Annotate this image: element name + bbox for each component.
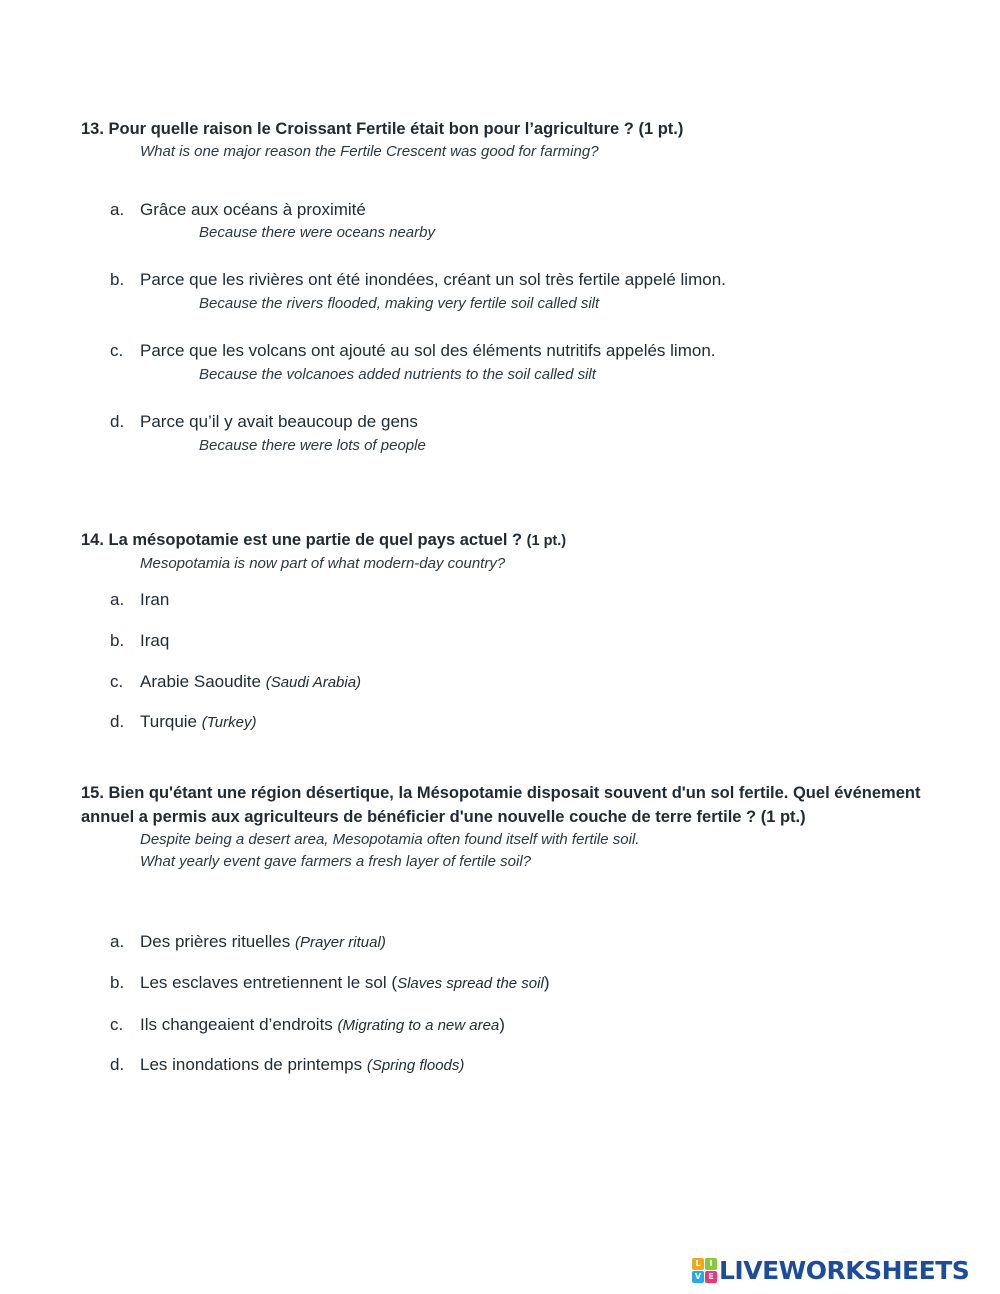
q13-option-b-translation: Because the rivers flooded, making very fertile soil called silt	[199, 295, 600, 312]
q13-option-d[interactable]	[110, 411, 418, 433]
option-text: Parce que les rivières ont été inondées, créant un sol très fertile appelé limon.	[140, 270, 726, 289]
logo-tile-i: I	[705, 1258, 717, 1270]
q13-option-c[interactable]	[110, 340, 716, 362]
question-14-points: (1 pt.)	[526, 533, 567, 549]
question-13	[81, 117, 921, 163]
option-translation: Slaves spread the soil	[397, 975, 544, 992]
option-text: Les esclaves entretiennent le sol	[140, 973, 387, 992]
option-letter: a.	[110, 590, 125, 609]
option-translation: (Turkey)	[201, 714, 257, 731]
option-letter: b.	[110, 973, 125, 992]
option-paren-open: (	[391, 973, 398, 992]
question-15-translation-1: Despite being a desert area, Mesopotamia often found itself with fertile soil.	[140, 831, 640, 848]
question-13-translation: What is one major reason the Fertile Crescent was good for farming?	[140, 143, 599, 160]
q14-option-b[interactable]	[110, 630, 169, 652]
option-text: Parce qu’il y avait beaucoup de gens	[140, 412, 418, 431]
question-14-translation: Mesopotamia is now part of what modern-day country?	[140, 555, 506, 572]
option-letter: a.	[110, 932, 125, 951]
question-15-translation-2: What yearly event gave farmers a fresh layer of fertile soil?	[140, 853, 531, 870]
q13-option-c-translation: Because the volcanoes added nutrients to the soil called silt	[199, 366, 596, 383]
option-text: Grâce aux océans à proximité	[140, 200, 366, 219]
q13-option-d-translation: Because there were lots of people	[199, 437, 426, 454]
q15-option-d[interactable]	[110, 1054, 464, 1077]
q14-option-a[interactable]	[110, 589, 169, 611]
q15-option-c[interactable]	[110, 1014, 505, 1037]
option-letter: d.	[110, 412, 125, 431]
logo-tile-l: L	[692, 1258, 704, 1270]
option-letter: c.	[110, 1015, 124, 1034]
option-paren-close: )	[499, 1015, 505, 1034]
option-translation: (Saudi Arabia)	[265, 674, 362, 691]
option-letter: b.	[110, 270, 125, 289]
option-letter: d.	[110, 712, 125, 731]
option-paren-close: )	[543, 973, 550, 992]
q14-option-d[interactable]	[110, 711, 256, 734]
option-letter: d.	[110, 1055, 125, 1074]
liveworksheets-logo-icon	[692, 1258, 716, 1282]
option-letter: a.	[110, 200, 125, 219]
logo-tile-e: E	[705, 1271, 717, 1283]
liveworksheets-logo	[692, 1256, 969, 1284]
logo-tile-v: V	[692, 1271, 704, 1283]
q13-option-a-translation: Because there were oceans nearby	[199, 224, 435, 241]
option-text: Turquie	[140, 712, 198, 731]
option-text: Des prières rituelles	[140, 932, 291, 951]
question-14	[81, 528, 921, 575]
option-translation: (Spring floods)	[366, 1057, 465, 1074]
option-text: Ils changeaient d’endroits	[140, 1015, 333, 1034]
question-13-title: 13. Pour quelle raison le Croissant Fertile était bon pour l’agriculture ? (1 pt.)	[81, 120, 684, 138]
question-15-title: 15. Bien qu'étant une région désertique, la Mésopotamie disposait souvent d'un sol fertile. Quel événement annuel a permis aux agriculteurs de bénéficier d'une nouvelle couche de terre fertile ? (1 pt.)	[81, 784, 921, 826]
option-letter: c.	[110, 672, 124, 691]
option-text: Iraq	[140, 631, 170, 650]
question-15	[81, 781, 921, 873]
q14-option-c[interactable]	[110, 671, 361, 694]
option-translation: (Migrating to a new area	[337, 1017, 500, 1034]
liveworksheets-logo-text: LIVEWORKSHEETS	[719, 1255, 970, 1285]
question-14-title-text: 14. La mésopotamie est une partie de quel pays actuel ?	[81, 531, 523, 549]
option-translation: (Prayer ritual)	[294, 934, 386, 951]
option-text: Les inondations de printemps	[140, 1055, 363, 1074]
q15-option-b[interactable]	[110, 972, 549, 995]
option-text: Arabie Saoudite	[140, 672, 261, 691]
option-text: Parce que les volcans ont ajouté au sol des éléments nutritifs appelés limon.	[140, 341, 716, 360]
option-letter: b.	[110, 631, 125, 650]
question-14-title	[81, 528, 921, 553]
option-letter: c.	[110, 341, 124, 360]
q13-option-b[interactable]	[110, 269, 726, 291]
option-text: Iran	[140, 590, 170, 609]
q15-option-a[interactable]	[110, 931, 386, 954]
q13-option-a[interactable]	[110, 199, 366, 221]
